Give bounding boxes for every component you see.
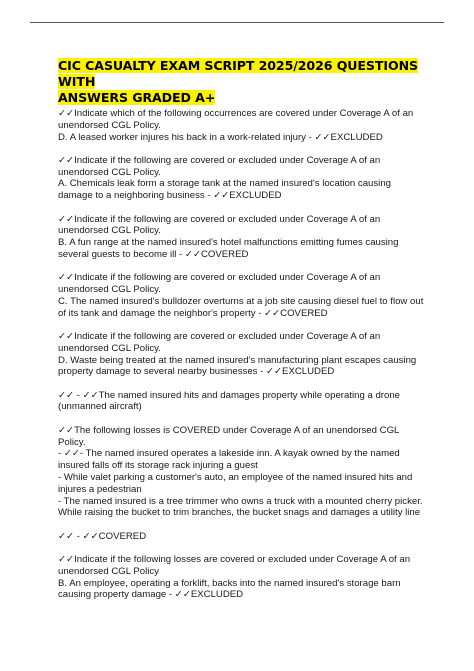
- question-text: ✓✓ - ✓✓The named insured hits and damages property while operating a drone (unmanned aircraft): [58, 389, 401, 413]
- answer-text: D. Waste being treated at the named insured's manufacturing plant escapes causing property damage to several nearby businesses - ✓✓EXCLUDED: [58, 354, 417, 378]
- question-text: ✓✓Indicate if the following are covered or excluded under Coverage A of an unendorsed CGL Policy.: [58, 330, 381, 354]
- title-line-2: ANSWERS GRADED A+: [58, 90, 216, 105]
- document-title: [58, 58, 428, 106]
- answer-text: D. A leased worker injures his back in a work-related injury - ✓✓EXCLUDED: [58, 131, 383, 143]
- question-block: [58, 155, 428, 202]
- question-block: [58, 331, 428, 378]
- answer-text: B. An employee, operating a forklift, backs into the named insured's storage barn causing property damage - ✓✓EXCLUDED: [58, 577, 401, 601]
- question-block: [58, 108, 428, 143]
- question-text: ✓✓Indicate if the following are covered or excluded under Coverage A of an unendorsed CGL Policy.: [58, 154, 381, 178]
- answer-text: - While valet parking a customer's auto, an employee of the named insured hits and injures a pedestrian: [58, 471, 413, 495]
- answer-text: C. The named insured's bulldozer overturns at a job site causing diesel fuel to flow out of its tank and damage the neighbor's property - ✓✓COVERED: [58, 295, 424, 319]
- question-list: [58, 108, 428, 601]
- question-text: ✓✓The following losses is COVERED under Coverage A of an unendorsed CGL Policy.: [58, 424, 400, 448]
- question-text: ✓✓Indicate if the following are covered or excluded under Coverage A of an unendorsed CGL Policy.: [58, 213, 381, 237]
- question-text: ✓✓ - ✓✓COVERED: [58, 530, 147, 542]
- document-body: [58, 58, 428, 613]
- answer-text: B. A fun range at the named insured's hotel malfunctions emitting fumes causing several guests to become ill - ✓✓COVERED: [58, 237, 399, 260]
- question-block: [58, 425, 428, 519]
- answer-text: - The named insured is a tree trimmer who owns a truck with a mounted cherry picker. While raising the bucket to trim branches, the bucket snags and damages a utility line: [58, 495, 423, 519]
- answer-text: - ✓✓- The named insured operates a lakeside inn. A kayak owned by the named insured falls off its storage rack injuring a guest: [58, 448, 400, 472]
- question-block: [58, 554, 428, 601]
- question-text: ✓✓Indicate if the following losses are covered or excluded under Coverage A of an unendorsed CGL Policy: [58, 553, 411, 577]
- answer-text: A. Chemicals leak form a storage tank at the named insured's location causing damage to a neighboring business - ✓✓EXCLUDED: [58, 178, 391, 202]
- top-divider: [30, 22, 444, 23]
- question-block: [58, 272, 428, 319]
- question-block: [58, 390, 428, 414]
- question-block: [58, 531, 428, 543]
- question-text: ✓✓Indicate if the following are covered or excluded under Coverage A of an unendorsed CGL Policy.: [58, 272, 381, 296]
- question-text: ✓✓Indicate which of the following occurrences are covered under Coverage A of an unendorsed CGL Policy.: [58, 108, 414, 131]
- title-line-1: CIC CASUALTY EXAM SCRIPT 2025/2026 QUESTIONS WITH: [58, 58, 418, 89]
- question-block: [58, 214, 428, 261]
